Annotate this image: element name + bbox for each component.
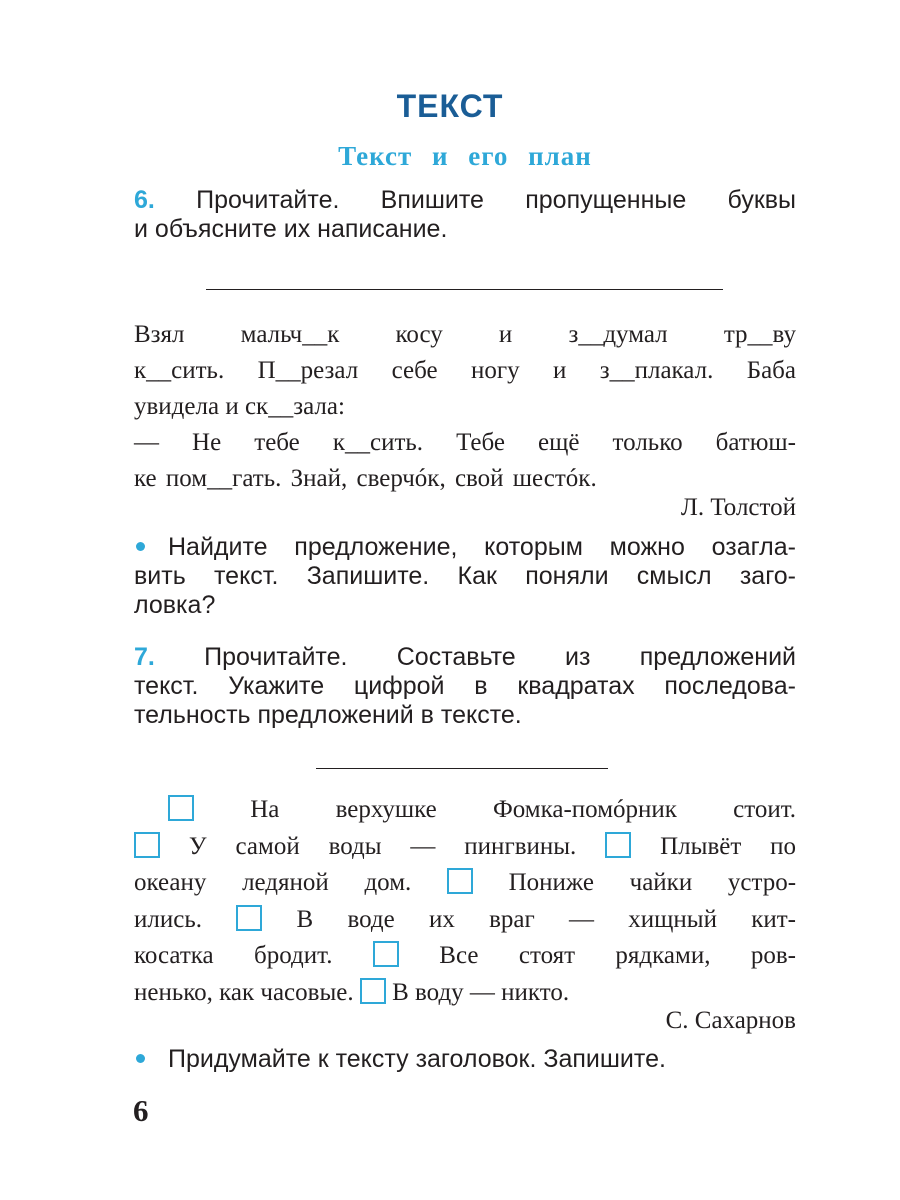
- page-number: 6: [133, 1093, 149, 1128]
- order-box[interactable]: [447, 868, 473, 894]
- task-6-number: 6.: [134, 186, 155, 214]
- order-box[interactable]: [134, 832, 160, 858]
- bullet-icon: [136, 542, 145, 551]
- task-6-instruction-line-2: и объясните их написание.: [134, 215, 448, 243]
- title-write-line[interactable]: [206, 289, 723, 290]
- page-heading: ТЕКСТ: [396, 88, 504, 124]
- task-6-question-line: Найдите предложение, которым можно озагла-: [168, 533, 796, 561]
- task-6-text-line: увидела и ск__зала:: [134, 393, 345, 420]
- task-6-text-line: к__сить. П__резал себе ногу и з__плакал. Баба: [134, 357, 796, 384]
- order-box[interactable]: [360, 978, 386, 1004]
- task-6-instruction: [134, 186, 796, 244]
- section-subheading: Текст и его план: [338, 141, 592, 171]
- bullet-icon: [136, 1054, 145, 1063]
- task-7-author: С. Сахарнов: [665, 1007, 796, 1034]
- task-7-text-line: косатка бродит. Все стоят рядками, ров-: [134, 942, 797, 969]
- order-box[interactable]: [605, 832, 631, 858]
- title-write-line[interactable]: [316, 768, 608, 769]
- task-7-instruction-line: тельность предложений в тексте.: [134, 701, 522, 729]
- task-7-question: Придумайте к тексту заголовок. Запишите.: [168, 1045, 666, 1073]
- order-box[interactable]: [373, 941, 399, 967]
- task-6-question-line: ловка?: [134, 591, 216, 619]
- task-7-text-line: На верхушке Фомка-помóрник стоит.: [168, 795, 796, 824]
- task-7-number: 7.: [134, 643, 155, 671]
- task-7-instruction-line: 7. Прочитайте. Составьте из предложений: [134, 643, 796, 671]
- task-6-instruction-line-1: 6. Прочитайте. Впишите пропущенные буквы: [134, 186, 797, 214]
- task-6-text-line: Взял мальч__к косу и з__думал тр__ву: [134, 321, 796, 348]
- task-7-instruction-line: текст. Укажите цифрой в квадратах последова-: [134, 672, 796, 700]
- order-box[interactable]: [236, 905, 262, 931]
- task-7-text-line: ненько, как часовые. В воду — никто.: [134, 979, 570, 1006]
- task-7-text-line: У самой воды — пингвины. Плывёт по: [134, 832, 796, 861]
- task-6-text-line: — Не тебе к__сить. Тебе ещё только батюш-: [134, 429, 796, 456]
- task-6-text-line: ке пом__гать. Знай, сверчóк, свой шестóк.: [134, 465, 597, 492]
- task-7-text-line: океану ледяной дом. Пониже чайки устро-: [134, 869, 797, 896]
- task-7-text-line: ились. В воде их враг — хищный кит-: [134, 906, 796, 933]
- task-6-question-line: вить текст. Запишите. Как поняли смысл заго-: [134, 562, 796, 590]
- order-box[interactable]: [168, 795, 194, 821]
- task-6-author: Л. Толстой: [680, 494, 796, 521]
